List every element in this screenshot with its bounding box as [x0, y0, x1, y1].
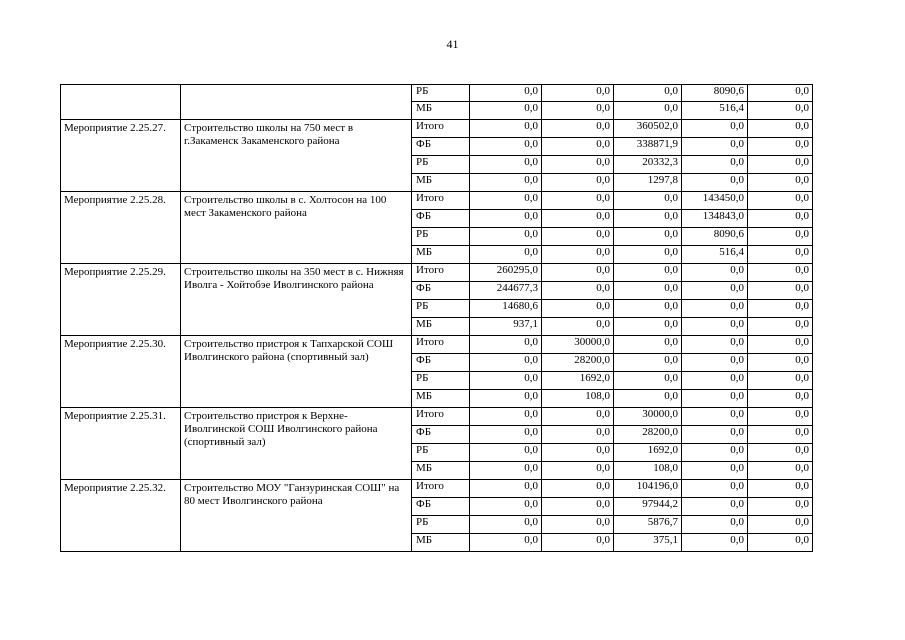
amount-cell: 0,0	[614, 228, 682, 246]
amount-cell: 0,0	[748, 354, 813, 372]
funding-source-cell: Итого	[412, 264, 470, 282]
amount-cell: 0,0	[470, 120, 542, 138]
amount-cell: 260295,0	[470, 264, 542, 282]
funding-table-body	[61, 85, 813, 552]
amount-cell: 0,0	[748, 480, 813, 498]
funding-source-cell: Итого	[412, 336, 470, 354]
measure-label-cell: Мероприятие 2.25.27.	[61, 120, 181, 192]
amount-cell: 0,0	[542, 85, 614, 102]
amount-cell: 0,0	[614, 192, 682, 210]
page-number: 41	[446, 37, 459, 51]
amount-cell: 0,0	[682, 372, 748, 390]
table-row	[61, 192, 813, 210]
amount-cell: 0,0	[542, 156, 614, 174]
amount-cell: 0,0	[614, 372, 682, 390]
measure-description-cell: Строительство школы в с. Холтосон на 100 мест Закаменского района	[181, 192, 412, 264]
amount-cell: 5876,7	[614, 516, 682, 534]
amount-cell: 0,0	[470, 102, 542, 120]
amount-cell: 108,0	[614, 462, 682, 480]
amount-cell: 0,0	[614, 318, 682, 336]
amount-cell: 0,0	[614, 336, 682, 354]
amount-cell: 0,0	[682, 318, 748, 336]
funding-source-cell: МБ	[412, 462, 470, 480]
amount-cell: 143450,0	[682, 192, 748, 210]
amount-cell: 0,0	[682, 282, 748, 300]
amount-cell: 0,0	[542, 462, 614, 480]
amount-cell: 0,0	[748, 156, 813, 174]
amount-cell: 0,0	[748, 85, 813, 102]
amount-cell: 0,0	[614, 210, 682, 228]
amount-cell: 0,0	[542, 210, 614, 228]
amount-cell: 0,0	[748, 174, 813, 192]
amount-cell: 0,0	[542, 300, 614, 318]
amount-cell: 516,4	[682, 102, 748, 120]
amount-cell: 0,0	[748, 516, 813, 534]
amount-cell: 0,0	[682, 354, 748, 372]
measure-label-cell: Мероприятие 2.25.32.	[61, 480, 181, 552]
amount-cell: 0,0	[470, 426, 542, 444]
amount-cell: 516,4	[682, 246, 748, 264]
table-row	[61, 480, 813, 498]
funding-source-cell: ФБ	[412, 210, 470, 228]
amount-cell: 0,0	[614, 264, 682, 282]
amount-cell: 0,0	[542, 228, 614, 246]
funding-source-cell: МБ	[412, 318, 470, 336]
funding-source-cell: ФБ	[412, 354, 470, 372]
amount-cell: 0,0	[748, 534, 813, 552]
amount-cell: 0,0	[748, 246, 813, 264]
amount-cell: 0,0	[542, 444, 614, 462]
funding-source-cell: РБ	[412, 228, 470, 246]
amount-cell: 0,0	[748, 444, 813, 462]
amount-cell: 0,0	[614, 85, 682, 102]
amount-cell: 0,0	[470, 156, 542, 174]
amount-cell: 0,0	[542, 192, 614, 210]
measure-description-cell: Строительство школы на 350 мест в с. Нижняя Иволга - Хойтобэе Иволгинского района	[181, 264, 412, 336]
amount-cell: 0,0	[682, 480, 748, 498]
funding-source-cell: Итого	[412, 120, 470, 138]
amount-cell: 0,0	[614, 354, 682, 372]
amount-cell: 97944,2	[614, 498, 682, 516]
amount-cell: 0,0	[682, 156, 748, 174]
funding-source-cell: МБ	[412, 174, 470, 192]
amount-cell: 134843,0	[682, 210, 748, 228]
measure-label-cell	[61, 85, 181, 120]
amount-cell: 0,0	[748, 318, 813, 336]
amount-cell: 0,0	[542, 138, 614, 156]
funding-source-cell: РБ	[412, 300, 470, 318]
amount-cell: 0,0	[748, 300, 813, 318]
amount-cell: 108,0	[542, 390, 614, 408]
amount-cell: 0,0	[470, 516, 542, 534]
amount-cell: 0,0	[682, 444, 748, 462]
amount-cell: 244677,3	[470, 282, 542, 300]
amount-cell: 0,0	[542, 516, 614, 534]
amount-cell: 1692,0	[542, 372, 614, 390]
amount-cell: 0,0	[542, 426, 614, 444]
funding-source-cell: РБ	[412, 85, 470, 102]
amount-cell: 338871,9	[614, 138, 682, 156]
amount-cell: 375,1	[614, 534, 682, 552]
amount-cell: 0,0	[748, 210, 813, 228]
amount-cell: 0,0	[470, 480, 542, 498]
funding-source-cell: Итого	[412, 480, 470, 498]
amount-cell: 0,0	[542, 318, 614, 336]
amount-cell: 0,0	[748, 264, 813, 282]
amount-cell: 360502,0	[614, 120, 682, 138]
amount-cell: 0,0	[542, 246, 614, 264]
amount-cell: 0,0	[748, 120, 813, 138]
amount-cell: 0,0	[470, 408, 542, 426]
measure-description-cell	[181, 85, 412, 120]
measure-label-cell: Мероприятие 2.25.30.	[61, 336, 181, 408]
amount-cell: 20332,3	[614, 156, 682, 174]
funding-source-cell: Итого	[412, 192, 470, 210]
funding-source-cell: МБ	[412, 534, 470, 552]
measure-description-cell: Строительство пристроя к Тапхарской СОШ Иволгинского района (спортивный зал)	[181, 336, 412, 408]
funding-source-cell: РБ	[412, 444, 470, 462]
amount-cell: 104196,0	[614, 480, 682, 498]
funding-source-cell: РБ	[412, 156, 470, 174]
amount-cell: 0,0	[470, 444, 542, 462]
funding-source-cell: МБ	[412, 390, 470, 408]
amount-cell: 0,0	[542, 174, 614, 192]
amount-cell: 0,0	[470, 85, 542, 102]
amount-cell: 0,0	[682, 390, 748, 408]
amount-cell: 0,0	[470, 534, 542, 552]
amount-cell: 0,0	[682, 534, 748, 552]
funding-source-cell: ФБ	[412, 498, 470, 516]
amount-cell: 937,1	[470, 318, 542, 336]
amount-cell: 0,0	[542, 282, 614, 300]
amount-cell: 0,0	[682, 498, 748, 516]
amount-cell: 0,0	[682, 138, 748, 156]
amount-cell: 0,0	[682, 264, 748, 282]
amount-cell: 0,0	[682, 408, 748, 426]
table-row	[61, 120, 813, 138]
amount-cell: 0,0	[682, 516, 748, 534]
funding-source-cell: МБ	[412, 102, 470, 120]
amount-cell: 0,0	[470, 228, 542, 246]
measure-description-cell: Строительство школы на 750 мест в г.Закаменск Закаменского района	[181, 120, 412, 192]
amount-cell: 0,0	[614, 246, 682, 264]
amount-cell: 0,0	[682, 462, 748, 480]
funding-source-cell: ФБ	[412, 282, 470, 300]
measure-description-cell: Строительство пристроя к Верхне-Иволгинской СОШ Иволгинского района (спортивный зал)	[181, 408, 412, 480]
amount-cell: 0,0	[542, 408, 614, 426]
amount-cell: 0,0	[542, 264, 614, 282]
funding-table	[60, 84, 813, 552]
amount-cell: 0,0	[470, 246, 542, 264]
amount-cell: 0,0	[682, 120, 748, 138]
amount-cell: 0,0	[748, 408, 813, 426]
amount-cell: 30000,0	[542, 336, 614, 354]
amount-cell: 0,0	[470, 336, 542, 354]
amount-cell: 14680,6	[470, 300, 542, 318]
amount-cell: 0,0	[542, 534, 614, 552]
amount-cell: 0,0	[614, 282, 682, 300]
amount-cell: 0,0	[748, 498, 813, 516]
measure-description-cell: Строительство МОУ "Ганзуринская СОШ" на 80 мест Иволгинского района	[181, 480, 412, 552]
amount-cell: 0,0	[682, 300, 748, 318]
amount-cell: 0,0	[748, 138, 813, 156]
measure-label-cell: Мероприятие 2.25.28.	[61, 192, 181, 264]
amount-cell: 0,0	[470, 354, 542, 372]
amount-cell: 0,0	[470, 210, 542, 228]
amount-cell: 0,0	[748, 282, 813, 300]
amount-cell: 0,0	[682, 426, 748, 444]
amount-cell: 28200,0	[542, 354, 614, 372]
table-row	[61, 408, 813, 426]
amount-cell: 0,0	[748, 462, 813, 480]
amount-cell: 0,0	[542, 498, 614, 516]
amount-cell: 28200,0	[614, 426, 682, 444]
amount-cell: 0,0	[542, 102, 614, 120]
amount-cell: 0,0	[470, 138, 542, 156]
amount-cell: 0,0	[614, 102, 682, 120]
measure-label-cell: Мероприятие 2.25.31.	[61, 408, 181, 480]
funding-source-cell: РБ	[412, 516, 470, 534]
amount-cell: 0,0	[470, 462, 542, 480]
amount-cell: 0,0	[682, 174, 748, 192]
table-row	[61, 336, 813, 354]
amount-cell: 0,0	[682, 336, 748, 354]
amount-cell: 1297,8	[614, 174, 682, 192]
amount-cell: 0,0	[614, 300, 682, 318]
amount-cell: 0,0	[470, 192, 542, 210]
amount-cell: 0,0	[614, 390, 682, 408]
amount-cell: 0,0	[542, 120, 614, 138]
funding-source-cell: МБ	[412, 246, 470, 264]
amount-cell: 0,0	[748, 192, 813, 210]
amount-cell: 0,0	[748, 102, 813, 120]
amount-cell: 0,0	[470, 498, 542, 516]
amount-cell: 0,0	[748, 336, 813, 354]
funding-source-cell: ФБ	[412, 138, 470, 156]
funding-source-cell: Итого	[412, 408, 470, 426]
amount-cell: 0,0	[748, 426, 813, 444]
amount-cell: 8090,6	[682, 228, 748, 246]
measure-label-cell: Мероприятие 2.25.29.	[61, 264, 181, 336]
funding-source-cell: ФБ	[412, 426, 470, 444]
amount-cell: 30000,0	[614, 408, 682, 426]
table-row	[61, 85, 813, 102]
amount-cell: 1692,0	[614, 444, 682, 462]
amount-cell: 8090,6	[682, 85, 748, 102]
amount-cell: 0,0	[748, 390, 813, 408]
amount-cell: 0,0	[748, 372, 813, 390]
amount-cell: 0,0	[748, 228, 813, 246]
amount-cell: 0,0	[542, 480, 614, 498]
table-row	[61, 264, 813, 282]
amount-cell: 0,0	[470, 390, 542, 408]
amount-cell: 0,0	[470, 372, 542, 390]
funding-source-cell: РБ	[412, 372, 470, 390]
amount-cell: 0,0	[470, 174, 542, 192]
